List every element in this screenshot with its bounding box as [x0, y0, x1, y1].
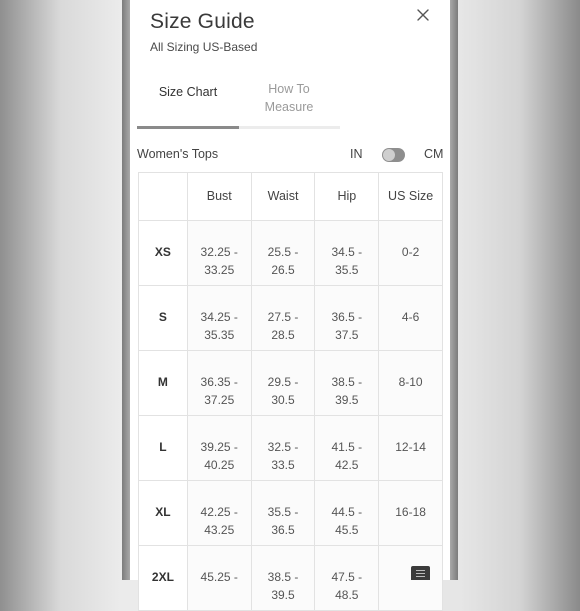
bust-cell: 36.35 - 37.25 [188, 351, 252, 415]
chat-icon[interactable] [411, 566, 430, 580]
us-size-cell: 4-6 [379, 286, 443, 350]
hip-cell: 34.5 - 35.5 [315, 221, 379, 285]
table-row [139, 351, 443, 416]
close-icon [413, 5, 433, 25]
close-button[interactable] [413, 5, 433, 25]
waist-cell: 38.5 - 39.5 [252, 546, 316, 610]
tab-how-to-measure-label: How To Measure [264, 82, 314, 114]
size-cell: XS [139, 221, 188, 285]
header-cell-waist: Waist [252, 173, 316, 220]
hip-cell: 38.5 - 39.5 [315, 351, 379, 415]
size-cell: L [139, 416, 188, 480]
hip-cell: 44.5 - 45.5 [315, 481, 379, 545]
device-bezel-left [122, 0, 130, 580]
us-size-cell: 0-2 [379, 221, 443, 285]
waist-cell: 29.5 - 30.5 [252, 351, 316, 415]
hip-cell: 47.5 - 48.5 [315, 546, 379, 610]
device-bezel-right [450, 0, 458, 580]
unit-label-cm: CM [424, 147, 444, 161]
us-size-cell: 16-18 [379, 481, 443, 545]
us-size-cell: 12-14 [379, 416, 443, 480]
tab-bar [137, 80, 343, 130]
toggle-knob [383, 149, 395, 161]
waist-cell: 32.5 - 33.5 [252, 416, 316, 480]
table-row [139, 286, 443, 351]
hip-cell: 41.5 - 42.5 [315, 416, 379, 480]
table-row [139, 546, 443, 611]
header-cell-size [139, 173, 188, 220]
size-table [138, 172, 443, 611]
waist-cell: 35.5 - 36.5 [252, 481, 316, 545]
modal-title: Size Guide [150, 10, 255, 33]
hip-cell: 36.5 - 37.5 [315, 286, 379, 350]
table-row [139, 416, 443, 481]
table-header-row [139, 172, 443, 221]
waist-cell: 27.5 - 28.5 [252, 286, 316, 350]
size-cell: S [139, 286, 188, 350]
waist-cell: 25.5 - 26.5 [252, 221, 316, 285]
header-cell-bust: Bust [188, 173, 252, 220]
tab-active-indicator [137, 126, 239, 129]
header-cell-hip: Hip [315, 173, 379, 220]
size-cell: M [139, 351, 188, 415]
tab-how-to-measure[interactable] [239, 80, 339, 116]
category-label: Women's Tops [137, 147, 219, 161]
us-size-cell: 8-10 [379, 351, 443, 415]
bust-cell: 45.25 - [188, 546, 252, 610]
unit-toggle[interactable] [382, 148, 405, 162]
table-row [139, 481, 443, 546]
size-guide-modal [130, 0, 450, 602]
bust-cell: 42.25 - 43.25 [188, 481, 252, 545]
tab-size-chart[interactable]: Size Chart [158, 85, 218, 99]
table-row [139, 221, 443, 286]
bust-cell: 32.25 - 33.25 [188, 221, 252, 285]
bust-cell: 39.25 - 40.25 [188, 416, 252, 480]
bust-cell: 34.25 - 35.35 [188, 286, 252, 350]
modal-subtitle: All Sizing US-Based [150, 40, 258, 54]
header-cell-us-size: US Size [379, 173, 443, 220]
unit-label-in: IN [350, 147, 363, 161]
size-cell: 2XL [139, 546, 188, 610]
size-cell: XL [139, 481, 188, 545]
